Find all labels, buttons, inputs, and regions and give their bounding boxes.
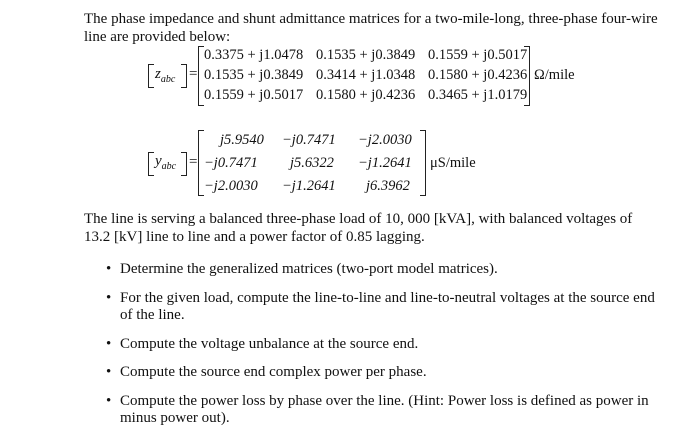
y-cell-2-3: −j1.2641 (358, 155, 412, 171)
z-unit: Ω/mile (534, 67, 575, 83)
y-cell-1-2: −j0.7471 (282, 132, 336, 148)
bullet-icon: • (106, 393, 112, 409)
load-line-1: The line is serving a balanced three-phase load of 10, 000 [kVA], with balanced voltages of (84, 211, 633, 227)
y-equals: = (189, 154, 198, 170)
z-label-left-bracket (148, 64, 154, 88)
task-item: Compute the voltage unbalance at the source end. (120, 336, 419, 352)
bullet-icon: • (106, 364, 112, 380)
y-matrix-right-bracket (420, 130, 426, 196)
z-cell-1-3: 0.1559 + j0.5017 (428, 47, 528, 63)
task-item: Compute the power loss by phase over the line. (Hint: Power loss is defined as power in minus power out). (120, 393, 649, 426)
z-cell-3-1: 0.1559 + j0.5017 (204, 87, 304, 103)
z-cell-3-2: 0.1580 + j0.4236 (316, 87, 416, 103)
y-cell-3-3: j6.3962 (366, 178, 410, 194)
z-label-right-bracket (181, 64, 187, 88)
y-unit: μS/mile (430, 155, 476, 171)
y-cell-3-1: −j2.0030 (204, 178, 258, 194)
y-label: $y_{abc}$ (155, 153, 177, 172)
bullet-icon: • (106, 290, 112, 306)
z-cell-2-1: 0.1535 + j0.3849 (204, 67, 304, 83)
y-cell-1-1: j5.9540 (220, 132, 264, 148)
task-item: For the given load, compute the line-to-line and line-to-neutral voltages at the source end of the line. (120, 290, 655, 323)
y-cell-2-1: −j0.7471 (204, 155, 258, 171)
y-cell-1-3: −j2.0030 (358, 132, 412, 148)
y-cell-2-2: j5.6322 (290, 155, 334, 171)
intro-line-2: line are provided below: (84, 29, 231, 45)
z-cell-2-3: 0.1580 + j0.4236 (428, 67, 528, 83)
z-cell-2-2: 0.3414 + j1.0348 (316, 67, 416, 83)
intro-line-1: The phase impedance and shunt admittance matrices for a two-mile-long, three-phase four-wire (84, 11, 658, 27)
load-line-2: 13.2 [kV] line to line and a power factor of 0.85 lagging. (84, 229, 425, 245)
y-label-left-bracket (148, 152, 154, 176)
task-item: Compute the source end complex power per phase. (120, 364, 427, 380)
z-cell-1-2: 0.1535 + j0.3849 (316, 47, 416, 63)
z-equals: = (189, 66, 198, 82)
bullet-icon: • (106, 261, 112, 277)
bullet-icon: • (106, 336, 112, 352)
z-label: $z_{abc}$ (155, 66, 176, 85)
task-item: Determine the generalized matrices (two-port model matrices). (120, 261, 498, 277)
z-cell-1-1: 0.3375 + j1.0478 (204, 47, 304, 63)
y-label-right-bracket (181, 152, 187, 176)
y-cell-3-2: −j1.2641 (282, 178, 336, 194)
z-cell-3-3: 0.3465 + j1.0179 (428, 87, 528, 103)
